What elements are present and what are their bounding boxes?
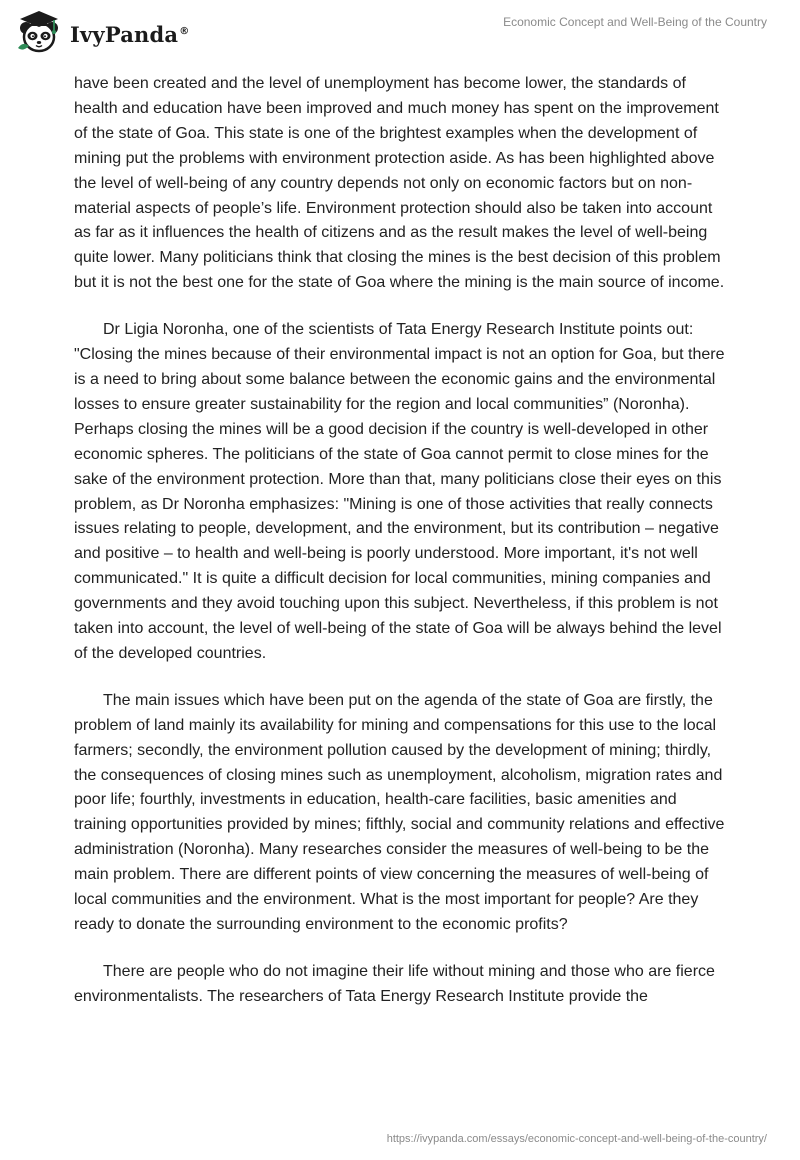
registered-mark: ® xyxy=(179,25,190,37)
brand-name-text: IvyPanda xyxy=(70,21,179,47)
paragraph-4: There are people who do not imagine their life without mining and those who are fierce environmentalists. The researchers of Tata Energy Research Institute provide the xyxy=(74,962,715,1005)
paragraph-3: The main issues which have been put on the agenda of the state of Goa are firstly, the problem of land mainly its availability for mining and compensations for this use to the local farmers; secondly, the environment pollution caused by the development of mining; thirdly, the consequences of closing mines such as unemployment, alcoholism, migration rates and poor life; fourthly, investments in education, health-care facilities, basic amenities and training opportunities provided by mines; fifthly, social and community relations and effective administration (Noronha). Many researches consider the measures of well-being to be the main problem. There are different points of view concerning the measures of well-being of local communities and the environment. What is the most important for people? Are they ready to donate the surrounding environment to the economic profits? xyxy=(74,691,725,933)
paragraph-2: Dr Ligia Noronha, one of the scientists of Tata Energy Research Institute points out: "Closing the mines because of their environmental impact is not an option for Goa, but there is a need to bring about some balance between the economic gains and the environmental losses to ensure greater sustainability for the region and local communities” (Noronha). Perhaps closing the mines will be a good decision if the country is well-developed in other economic spheres. The politicians of the state of Goa cannot permit to close mines for the sake of the environment protection. More than that, many politicians close their eyes on this problem, as Dr Noronha emphasizes: "Mining is one of those activities that really connects issues relating to people, development, and the environment, but its contribution – negative and positive – to health and well-being is poorly understood. More important, it's not well communicated." It is quite a difficult decision for local communities, mining companies and governments and they avoid touching upon this subject. Nevertheless, if this problem is not taken into account, the level of well-being of the state of Goa will be always behind the level of the developed countries. xyxy=(74,321,725,662)
essay-body xyxy=(74,72,730,1032)
brand-name xyxy=(70,22,189,47)
ivypanda-logo[interactable] xyxy=(14,8,189,56)
source-url[interactable]: https://ivypanda.com/essays/economic-concept-and-well-being-of-the-country/ xyxy=(386,1133,767,1145)
document-title: Economic Concept and Well-Being of the Country xyxy=(503,15,767,29)
paragraph-1: have been created and the level of unemployment has become lower, the standards of health and education have been improved and much money has spent on the improvement of the state of Goa. This state is one of the brightest examples when the development of mining put the problems with environment protection aside. As has been highlighted above the level of well-being of any country depends not only on economic factors but on non-material aspects of people’s life. Environment protection should also be taken into account as far as it influences the health of citizens and as the result makes the level of well-being quite lower. Many politicians think that closing the mines is the best decision of this problem but it is not the best one for the state of Goa where the mining is the main source of income. xyxy=(74,75,725,292)
panda-graduation-cap-icon xyxy=(14,8,64,56)
page-header xyxy=(0,0,800,70)
